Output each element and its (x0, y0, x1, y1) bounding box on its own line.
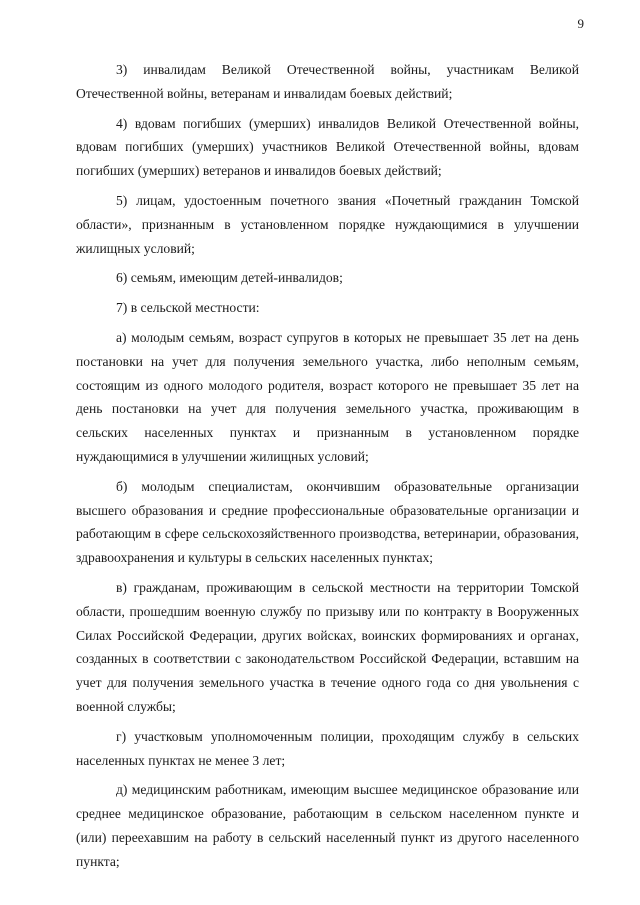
list-item-4: 4) вдовам погибших (умерших) инвалидов Великой Отечественной войны, вдовам погибших (умерших) участников Великой Отечественной войны, вдовам погибших (умерших) ветеранов и инвалидов боевых действий; (76, 115, 579, 179)
list-item-5: 5) лицам, удостоенным почетного звания «Почетный гражданин Томской области», признанным в установленном порядке нуждающимися в улучшении жилищных условий; (76, 192, 579, 256)
list-item-6: 6) семьям, имеющим детей-инвалидов; (116, 270, 343, 286)
sub-item-g: г) участковым уполномоченным полиции, проходящим службу в сельских населенных пунктах не менее 3 лет; (76, 728, 579, 768)
sub-item-v: в) гражданам, проживающим в сельской местности на территории Томской области, прошедшим военную службу по призыву или по контракту в Вооруженных Силах Российской Федерации, других войсках, воинских формированиях и органах, созданных в соответствии с законодательством Российской Федерации, вставшим на учет для получения земельного участка в течение одного года со дня увольнения с военной службы; (76, 579, 579, 714)
page-number: 9 (577, 16, 584, 31)
sub-item-a: а) молодым семьям, возраст супругов в которых не превышает 35 лет на день постановки на учет для получения земельного участка, либо неполным семьям, состоящим из одного молодого родителя, возраст которого не превышает 35 лет на день постановки на учет для получения земельного участка, проживающим в сельских населенных пунктах и признанным в установленном порядке нуждающимися в улучшении жилищных условий; (76, 329, 579, 464)
sub-item-d: д) медицинским работникам, имеющим высшее медицинское образование или среднее медицинское образование, работающим в сельском населенном пункте и (или) переехавшим на работу в сельский населенный пункт из другого населенного пункта; (76, 782, 579, 869)
list-item-3: 3) инвалидам Великой Отечественной войны, участникам Великой Отечественной войны, ветеранам и инвалидам боевых действий; (76, 62, 579, 101)
list-item-7: 7) в сельской местности: (116, 300, 260, 316)
document-body (76, 58, 579, 880)
sub-item-b: б) молодым специалистам, окончившим образовательные организации высшего образования и средние профессиональные образовательные организации и работающим в сфере сельскохозяйственного производства, ветеринарии, образования, здравоохранения и культуры в сельских населенных пунктах; (76, 478, 579, 566)
